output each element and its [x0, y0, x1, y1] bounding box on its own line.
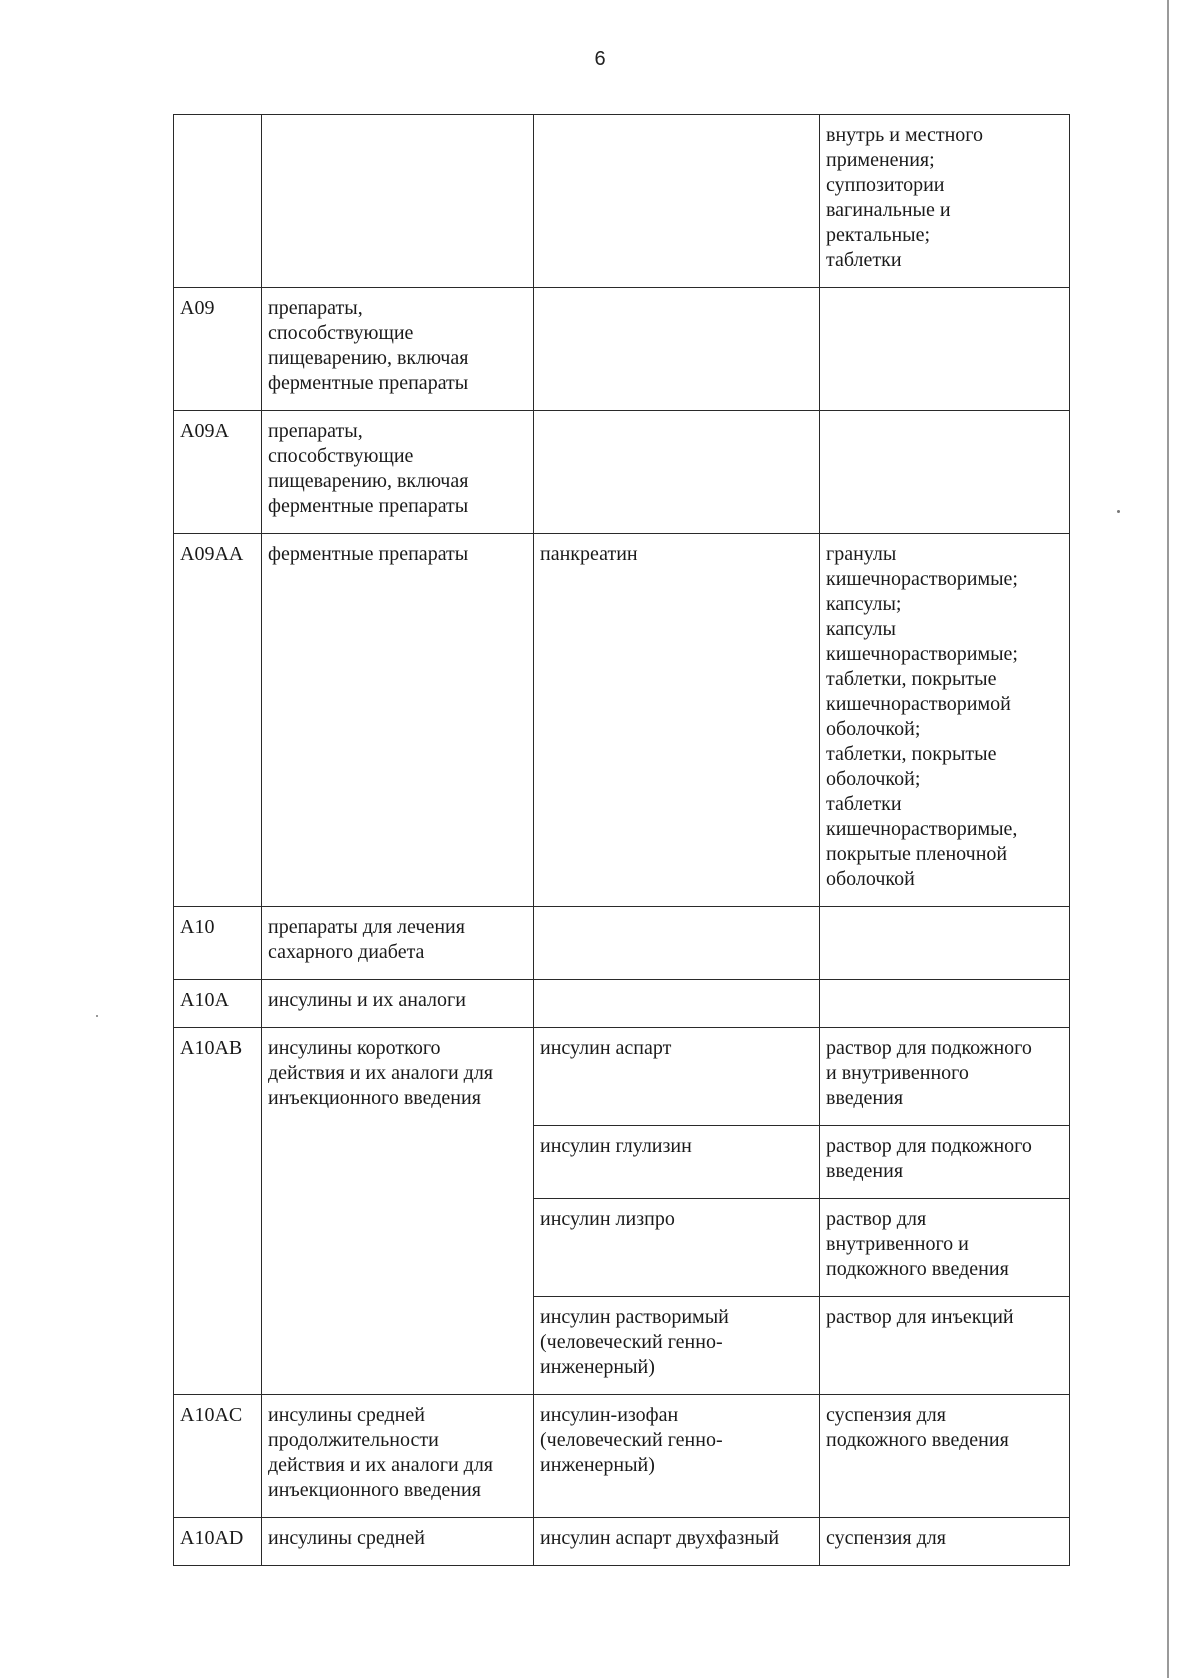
- table-row: [174, 907, 1070, 980]
- drug-name-cell: инсулин-изофан (человеческий генно- инженерный): [534, 1395, 820, 1518]
- scan-edge-line: [1167, 0, 1169, 1678]
- table-row: [174, 115, 1070, 288]
- drug-name-cell: [534, 115, 820, 288]
- atc-code-cell: [174, 115, 262, 288]
- dosage-form-cell: раствор для подкожного и внутривенного введения: [820, 1028, 1070, 1126]
- dosage-form-cell: раствор для внутривенного и подкожного введения: [820, 1199, 1070, 1297]
- dosage-form-cell: суспензия для: [820, 1518, 1070, 1566]
- page-number: 6: [594, 48, 606, 70]
- table-row: [174, 1028, 1070, 1126]
- group-name-cell: препараты, способствующие пищеварению, включая ферментные препараты: [262, 411, 534, 534]
- group-name-cell: [262, 115, 534, 288]
- dosage-form-cell: раствор для инъекций: [820, 1297, 1070, 1395]
- scan-speck: [1117, 510, 1120, 513]
- atc-code-cell: A10AD: [174, 1518, 262, 1566]
- table-row: [174, 980, 1070, 1028]
- table-row: [174, 1395, 1070, 1518]
- group-name-cell: препараты, способствующие пищеварению, включая ферментные препараты: [262, 288, 534, 411]
- scan-speck: [96, 1015, 98, 1017]
- table-row: [174, 288, 1070, 411]
- dosage-form-cell: гранулы кишечнорастворимые; капсулы; капсулы кишечнорастворимые; таблетки, покрытые кишечнорастворимой оболочкой; таблетки, покрытые оболочкой; таблетки кишечнорастворимые, покрытые пленочной оболочкой: [820, 534, 1070, 907]
- drug-name-cell: [534, 980, 820, 1028]
- table-row: [174, 1518, 1070, 1566]
- atc-code-cell: A09A: [174, 411, 262, 534]
- table-row: [174, 411, 1070, 534]
- dosage-form-cell: внутрь и местного применения; суппозитории вагинальные и ректальные; таблетки: [820, 115, 1070, 288]
- group-name-cell: инсулины средней: [262, 1518, 534, 1566]
- table-row: [174, 534, 1070, 907]
- atc-code-cell: A09AA: [174, 534, 262, 907]
- drug-name-cell: инсулин аспарт двухфазный: [534, 1518, 820, 1566]
- drug-name-cell: [534, 411, 820, 534]
- group-name-cell: инсулины и их аналоги: [262, 980, 534, 1028]
- dosage-form-cell: раствор для подкожного введения: [820, 1126, 1070, 1199]
- drug-name-cell: инсулин лизпро: [534, 1199, 820, 1297]
- atc-code-cell: A10: [174, 907, 262, 980]
- dosage-form-cell: суспензия для подкожного введения: [820, 1395, 1070, 1518]
- drug-table: [173, 114, 1070, 1566]
- group-name-cell: инсулины короткого действия и их аналоги для инъекционного введения: [262, 1028, 534, 1395]
- dosage-form-cell: [820, 980, 1070, 1028]
- drug-name-cell: инсулин аспарт: [534, 1028, 820, 1126]
- atc-code-cell: A10AB: [174, 1028, 262, 1395]
- group-name-cell: инсулины средней продолжительности действия и их аналоги для инъекционного введения: [262, 1395, 534, 1518]
- drug-name-cell: инсулин глулизин: [534, 1126, 820, 1199]
- drug-name-cell: панкреатин: [534, 534, 820, 907]
- atc-code-cell: A10A: [174, 980, 262, 1028]
- group-name-cell: препараты для лечения сахарного диабета: [262, 907, 534, 980]
- dosage-form-cell: [820, 288, 1070, 411]
- drug-name-cell: инсулин растворимый (человеческий генно- инженерный): [534, 1297, 820, 1395]
- atc-code-cell: A10AC: [174, 1395, 262, 1518]
- drug-name-cell: [534, 288, 820, 411]
- drug-name-cell: [534, 907, 820, 980]
- group-name-cell: ферментные препараты: [262, 534, 534, 907]
- atc-code-cell: A09: [174, 288, 262, 411]
- dosage-form-cell: [820, 907, 1070, 980]
- dosage-form-cell: [820, 411, 1070, 534]
